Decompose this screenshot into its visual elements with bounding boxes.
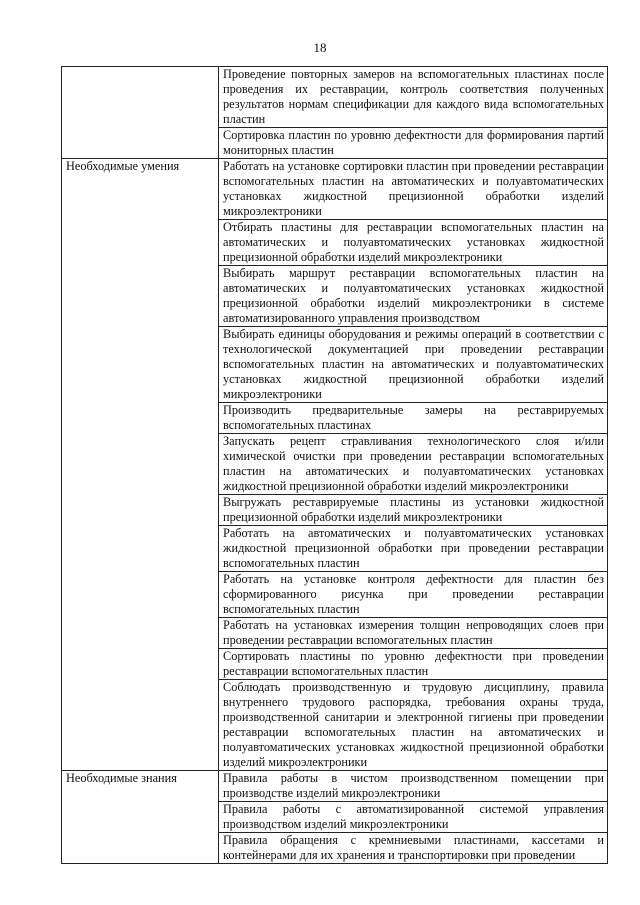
table-cell: Правила обращения с кремниевыми пластинами, кассетами и контейнерами для их хранения и транспортировки при проведении xyxy=(219,833,608,864)
table-cell: Проведение повторных замеров на вспомогательных пластинах после проведения их реставрации, контроль соответствия полученных результатов нормам спецификации для каждого вида вспомогательных пластин xyxy=(219,67,608,128)
table-cell: Запускать рецепт стравливания технологического слоя и/или химической очистки при проведении реставрации вспомогательных пластин на автоматических и полуавтоматических установках жидкостной прецизионной обработки изделий микроэлектроники xyxy=(219,434,608,495)
table-cell: Отбирать пластины для реставрации вспомогательных пластин на автоматических и полуавтоматических установках жидкостной прецизионной обработки изделий микроэлектроники xyxy=(219,220,608,266)
table-cell: Сортировать пластины по уровню дефектности при проведении реставрации вспомогательных пластин xyxy=(219,649,608,680)
table-cell: Работать на установке сортировки пластин при проведении реставрации вспомогательных пластин на автоматических и полуавтоматических установках жидкостной прецизионной обработки изделий микроэлектроники xyxy=(219,159,608,220)
table-cell: Производить предварительные замеры на реставрируемых вспомогательных пластинах xyxy=(219,403,608,434)
table-cell: Работать на установке контроля дефектности для пластин без сформированного рисунка при проведении реставрации вспомогательных пластин xyxy=(219,572,608,618)
section-label-knowledge: Необходимые знания xyxy=(62,771,219,864)
table-row xyxy=(62,67,608,128)
table-cell: Работать на установках измерения толщин непроводящих слоев при проведении реставрации вспомогательных пластин xyxy=(219,618,608,649)
table-cell: Правила работы с автоматизированной системой управления производством изделий микроэлектроники xyxy=(219,802,608,833)
table-row xyxy=(62,771,608,802)
table-cell: Выбирать единицы оборудования и режимы операций в соответствии с технологической документацией при проведении реставрации вспомогательных пластин на автоматических и полуавтоматических установках жидкостной прецизионной обработки изделий микроэлектроники xyxy=(219,327,608,403)
table-row xyxy=(62,159,608,220)
section-label-cell xyxy=(62,67,219,159)
table-cell: Работать на автоматических и полуавтоматических установках жидкостной прецизионной обработки при проведении реставрации вспомогательных пластин xyxy=(219,526,608,572)
table-cell: Выгружать реставрируемые пластины из установки жидкостной прецизионной обработки изделий микроэлектроники xyxy=(219,495,608,526)
competency-table xyxy=(61,66,608,864)
table-cell: Сортировка пластин по уровню дефектности для формирования партий мониторных пластин xyxy=(219,128,608,159)
page-number: 18 xyxy=(313,40,327,55)
table-cell: Выбирать маршрут реставрации вспомогательных пластин на автоматических и полуавтоматических установках жидкостной прецизионной обработки изделий микроэлектроники в системе автоматизированного управления производством xyxy=(219,266,608,327)
table-cell: Правила работы в чистом производственном помещении при производстве изделий микроэлектроники xyxy=(219,771,608,802)
table-cell: Соблюдать производственную и трудовую дисциплину, правила внутреннего трудового распорядка, требования охраны труда, производственной санитарии и электронной гигиены при проведении реставрации вспомогательных пластин на автоматических и полуавтоматических установках жидкостной прецизионной обработки изделий микроэлектроники xyxy=(219,680,608,771)
section-label-skills: Необходимые умения xyxy=(62,159,219,771)
